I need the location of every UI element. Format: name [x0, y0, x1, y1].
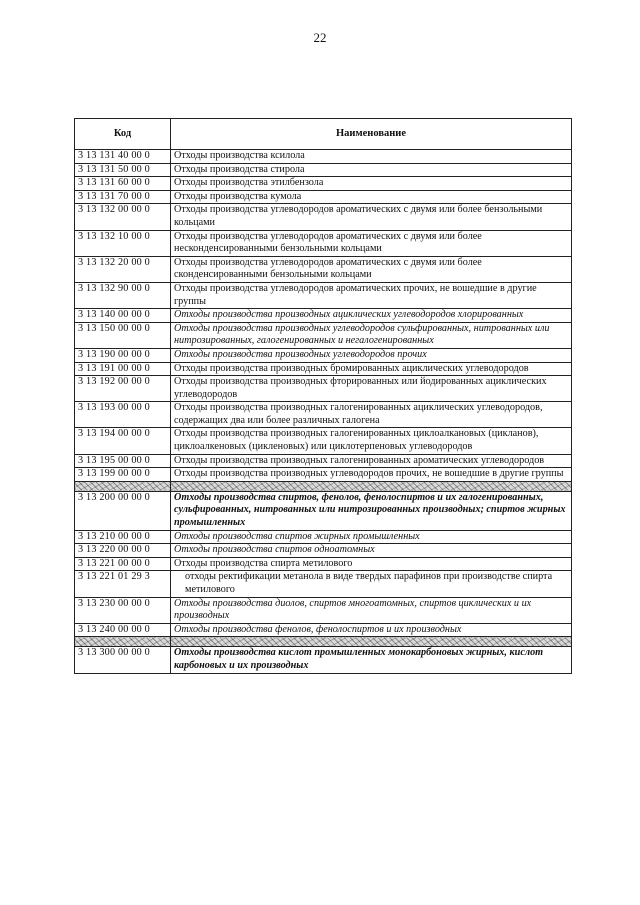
- row-name-cell: Отходы производства кислот промышленных монокарбоновых жирных, кислот карбоновых и их производных: [171, 647, 572, 673]
- row-code-cell: 3 13 240 00 00 0: [75, 623, 171, 637]
- table-row: [75, 530, 572, 544]
- row-code-cell: 3 13 221 00 00 0: [75, 557, 171, 571]
- table-row: [75, 190, 572, 204]
- row-code-cell: 3 13 230 00 00 0: [75, 597, 171, 623]
- row-code-cell: 3 13 193 00 00 0: [75, 402, 171, 428]
- row-code-cell: 3 13 300 00 00 0: [75, 647, 171, 673]
- row-name-cell: Отходы производства углеводородов ароматических с двумя или более бензольными кольцами: [171, 204, 572, 230]
- row-name-cell: Отходы производства спиртов жирных промышленных: [171, 530, 572, 544]
- row-name-cell: Отходы производства фенолов, фенолоспиртов и их производных: [171, 623, 572, 637]
- table-row: [75, 376, 572, 402]
- page-number: 22: [313, 30, 327, 45]
- row-name-cell: отходы ректификации метанола в виде твердых парафинов при производстве спирта метилового: [171, 571, 572, 597]
- row-code-cell: 3 13 132 90 00 0: [75, 282, 171, 308]
- table-row: [75, 571, 572, 597]
- row-name-cell: Отходы производства производных углеводородов сульфированных, нитрованных или нитрозированных, галогенированных и негалогенированных: [171, 322, 572, 348]
- table-row: [75, 282, 572, 308]
- row-name-cell: Отходы производства производных бромированных ациклических углеводородов: [171, 362, 572, 376]
- row-name-cell: Отходы производства углеводородов ароматических прочих, не вошедшие в другие группы: [171, 282, 572, 308]
- table-row: [75, 597, 572, 623]
- row-name-cell: Отходы производства производных углеводородов прочих: [171, 348, 572, 362]
- table-row: [75, 402, 572, 428]
- row-name-cell: Отходы производства производных ациклических углеводородов хлорированных: [171, 309, 572, 323]
- section-separator-row: [75, 481, 572, 491]
- row-code-cell: 3 13 131 40 00 0: [75, 150, 171, 164]
- row-code-cell: 3 13 131 60 00 0: [75, 177, 171, 191]
- table-row: [75, 454, 572, 468]
- table-row: [75, 256, 572, 282]
- table-row: [75, 557, 572, 571]
- table-row: [75, 468, 572, 482]
- row-code-cell: 3 13 200 00 00 0: [75, 491, 171, 530]
- row-code-cell: 3 13 131 50 00 0: [75, 163, 171, 177]
- row-name-cell: [171, 637, 572, 647]
- table-body: [75, 150, 572, 674]
- row-name-cell: Отходы производства углеводородов ароматических с двумя или более сконденсированными бензольными кольцами: [171, 256, 572, 282]
- table-row: [75, 163, 572, 177]
- row-code-cell: 3 13 199 00 00 0: [75, 468, 171, 482]
- row-name-cell: Отходы производства производных галогенированных циклоалкановых (цикланов), циклоалкеновых (цикленовых) или циклотерпеновых углеводородов: [171, 428, 572, 454]
- row-code-cell: 3 13 132 20 00 0: [75, 256, 171, 282]
- row-name-cell: Отходы производства производных углеводородов прочих, не вошедшие в другие группы: [171, 468, 572, 482]
- row-code-cell: 3 13 191 00 00 0: [75, 362, 171, 376]
- row-name-cell: [171, 481, 572, 491]
- row-name-cell: Отходы производства производных фторированных или йодированных ациклических углеводородов: [171, 376, 572, 402]
- section-separator-row: [75, 637, 572, 647]
- row-name-cell: Отходы производства производных галогенированных ациклических углеводородов, содержащих два или более различных галогена: [171, 402, 572, 428]
- table-row: [75, 309, 572, 323]
- table-header-row: [75, 119, 572, 150]
- row-name-cell: Отходы производства стирола: [171, 163, 572, 177]
- code-column-header: Код: [75, 119, 171, 150]
- row-name-cell: Отходы производства углеводородов ароматических с двумя или более несконденсированными бензольными кольцами: [171, 230, 572, 256]
- waste-classification-table: [74, 118, 572, 674]
- row-code-cell: 3 13 221 01 29 3: [75, 571, 171, 597]
- table-row: [75, 204, 572, 230]
- table-row: [75, 362, 572, 376]
- row-code-cell: 3 13 150 00 00 0: [75, 322, 171, 348]
- table-row: [75, 544, 572, 558]
- row-name-cell: Отходы производства диолов, спиртов многоатомных, спиртов циклических и их производных: [171, 597, 572, 623]
- row-name-cell: Отходы производства спиртов, фенолов, фенолоспиртов и их галогенированных, сульфированных, нитрованных или нитрозированных производных; спиртов жирных промышленных: [171, 491, 572, 530]
- row-name-cell: Отходы производства этилбензола: [171, 177, 572, 191]
- name-column-header: Наименование: [171, 119, 572, 150]
- row-code-cell: 3 13 210 00 00 0: [75, 530, 171, 544]
- row-name-cell: Отходы производства ксилола: [171, 150, 572, 164]
- row-code-cell: 3 13 140 00 00 0: [75, 309, 171, 323]
- row-code-cell: 3 13 190 00 00 0: [75, 348, 171, 362]
- row-code-cell: 3 13 131 70 00 0: [75, 190, 171, 204]
- table-row: [75, 491, 572, 530]
- table-row: [75, 348, 572, 362]
- row-code-cell: 3 13 220 00 00 0: [75, 544, 171, 558]
- row-code-cell: 3 13 192 00 00 0: [75, 376, 171, 402]
- table-row: [75, 428, 572, 454]
- row-code-cell: 3 13 132 10 00 0: [75, 230, 171, 256]
- table-row: [75, 230, 572, 256]
- table-row: [75, 322, 572, 348]
- row-code-cell: 3 13 195 00 00 0: [75, 454, 171, 468]
- row-name-cell: Отходы производства спиртов одноатомных: [171, 544, 572, 558]
- row-name-cell: Отходы производства производных галогенированных ароматических углеводородов: [171, 454, 572, 468]
- row-code-cell: [75, 637, 171, 647]
- table-row: [75, 150, 572, 164]
- table-row: [75, 647, 572, 673]
- table-row: [75, 623, 572, 637]
- row-name-cell: Отходы производства спирта метилового: [171, 557, 572, 571]
- row-code-cell: [75, 481, 171, 491]
- table-row: [75, 177, 572, 191]
- row-code-cell: 3 13 194 00 00 0: [75, 428, 171, 454]
- row-name-cell: Отходы производства кумола: [171, 190, 572, 204]
- row-code-cell: 3 13 132 00 00 0: [75, 204, 171, 230]
